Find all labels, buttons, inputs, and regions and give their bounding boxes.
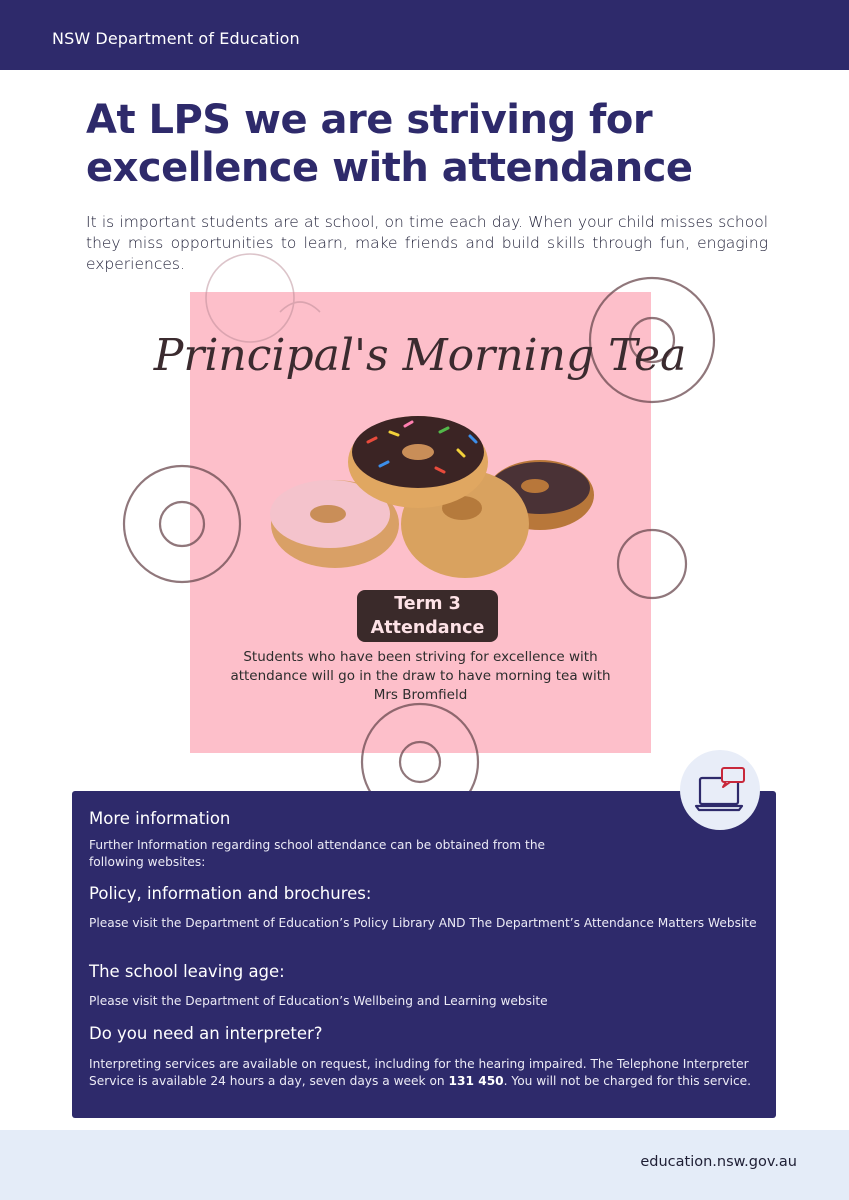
- footer: [0, 1130, 849, 1200]
- interpreter-text-part: Interpreting services are available on request, including for the hearing impaired. The Telephone Interpreter Service is available 24 hours a day, seven days a week on: [89, 1057, 749, 1088]
- leaving-age-heading: The school leaving age:: [89, 962, 285, 981]
- interpreter-text: [89, 1056, 759, 1089]
- poster-description: Students who have been striving for excellence with attendance will go in the draw to have morning tea with Mrs Bromfield: [230, 649, 611, 703]
- laptop-chat-icon: [680, 750, 760, 830]
- badge-term: Term 3: [394, 594, 461, 614]
- top-banner: [0, 0, 849, 70]
- department-name: NSW Department of Education: [52, 29, 300, 48]
- footer-url[interactable]: education.nsw.gov.au: [640, 1154, 797, 1170]
- more-info-text: Further Information regarding school attendance can be obtained from the following websites:: [89, 838, 546, 869]
- more-info-heading: More information: [89, 809, 231, 828]
- interpreter-heading: Do you need an interpreter?: [89, 1024, 323, 1043]
- more-information-panel: [72, 791, 776, 1118]
- interpreter-text-part: . You will not be charged for this service.: [503, 1073, 752, 1088]
- intro-paragraph: It is important students are at school, on time each day. When your child misses school they miss opportunities to learn, make friends and build skills through fun, engaging experiences.: [86, 213, 768, 273]
- policy-heading: Policy, information and brochures:: [89, 884, 372, 903]
- doughnut-illustration: [270, 416, 594, 578]
- morning-tea-poster: [153, 292, 687, 753]
- leaving-age-text: Please visit the Department of Education’s Wellbeing and Learning website: [89, 994, 548, 1008]
- interpreter-phone: 131 450: [448, 1073, 504, 1088]
- poster-title: Principal's Morning Tea: [153, 330, 687, 381]
- page-title: At LPS we are striving for excellence with attendance: [86, 97, 693, 191]
- policy-text: Please visit the Department of Education’s Policy Library AND The Department’s Attendance Matters Website: [89, 916, 757, 930]
- badge-attendance: Attendance: [370, 618, 485, 638]
- term-badge: [357, 590, 498, 642]
